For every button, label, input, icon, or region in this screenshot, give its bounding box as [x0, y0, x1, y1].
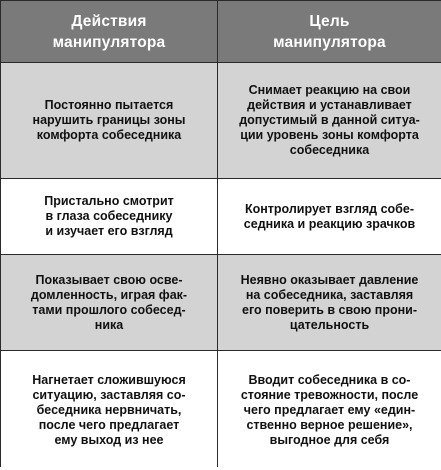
row-1-action: Постоянно пытается нарушить границы зоны комфорта собеседника — [1, 63, 217, 178]
row-4-goal: Вводит собеседника в со- стояние тревожности, после чего предлагает ему «един- ственно верное решение», выгодное для себя — [218, 351, 441, 470]
row-3-goal: Неявно оказывает давление на собеседника, заставляя его поверить в свою прони- цательность — [218, 255, 441, 350]
row-4-action: Нагнетает сложившуюся ситуацию, заставляя со- беседника нервничать, после чего предлагает ему выход из нее — [1, 351, 217, 470]
header-manipulator-goal: Цель манипулятора — [218, 1, 441, 62]
row-2-goal: Контролирует взгляд собе- седника и реакцию зрачков — [218, 179, 441, 254]
row-1-goal: Снимает реакцию на свои действия и устанавливает допустимый в данной ситуа- ции уровень зоны комфорта собеседника — [218, 63, 441, 178]
header-manipulator-actions: Действия манипулятора — [1, 1, 217, 62]
row-3-action: Показывает свою осве- домленность, играя фак- тами прошлого собесед- ника — [1, 255, 217, 350]
row-2-action: Пристально смотрит в глаза собеседнику и изучает его взгляд — [1, 179, 217, 254]
